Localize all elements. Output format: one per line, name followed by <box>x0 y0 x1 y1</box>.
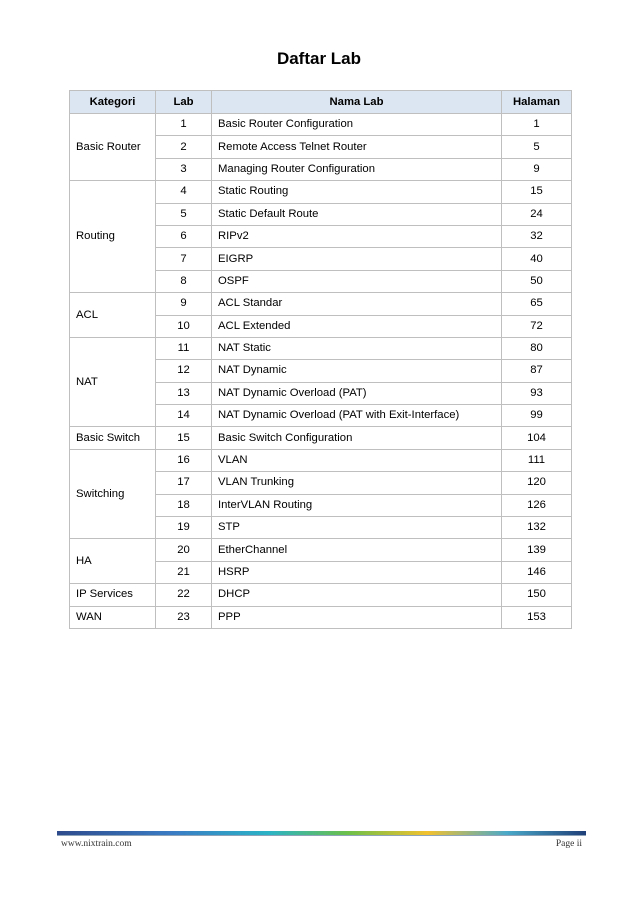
page-number-cell: 146 <box>502 561 572 583</box>
lab-name-cell: OSPF <box>212 270 502 292</box>
lab-name-cell: RIPv2 <box>212 225 502 247</box>
lab-number-cell: 23 <box>156 606 212 628</box>
lab-name-cell: Managing Router Configuration <box>212 158 502 180</box>
header-halaman: Halaman <box>502 91 572 114</box>
page-number-cell: 5 <box>502 136 572 158</box>
lab-name-cell: DHCP <box>212 584 502 606</box>
lab-name-cell: ACL Extended <box>212 315 502 337</box>
lab-number-cell: 4 <box>156 181 212 203</box>
lab-number-cell: 8 <box>156 270 212 292</box>
lab-name-cell: STP <box>212 517 502 539</box>
lab-name-cell: PPP <box>212 606 502 628</box>
page-number-cell: 32 <box>502 225 572 247</box>
footer-page-number: Page ii <box>555 839 582 849</box>
page-number-cell: 153 <box>502 606 572 628</box>
page-number-cell: 150 <box>502 584 572 606</box>
table-row <box>70 584 572 606</box>
category-cell: NAT <box>70 337 156 427</box>
lab-number-cell: 13 <box>156 382 212 404</box>
page-number-cell: 99 <box>502 405 572 427</box>
page-number-cell: 93 <box>502 382 572 404</box>
lab-number-cell: 14 <box>156 405 212 427</box>
lab-name-cell: HSRP <box>212 561 502 583</box>
lab-number-cell: 15 <box>156 427 212 449</box>
category-cell: WAN <box>70 606 156 628</box>
table-row <box>70 337 572 359</box>
lab-name-cell: InterVLAN Routing <box>212 494 502 516</box>
page-number-cell: 1 <box>502 114 572 136</box>
page-number-cell: 15 <box>502 181 572 203</box>
lab-number-cell: 2 <box>156 136 212 158</box>
category-cell: Basic Router <box>70 114 156 181</box>
page-number-cell: 139 <box>502 539 572 561</box>
page-number-cell: 87 <box>502 360 572 382</box>
lab-number-cell: 20 <box>156 539 212 561</box>
lab-name-cell: Static Routing <box>212 181 502 203</box>
page-number-cell: 120 <box>502 472 572 494</box>
lab-number-cell: 9 <box>156 293 212 315</box>
lab-name-cell: EtherChannel <box>212 539 502 561</box>
lab-name-cell: NAT Dynamic Overload (PAT with Exit-Interface) <box>212 405 502 427</box>
table-row <box>70 539 572 561</box>
category-cell: IP Services <box>70 584 156 606</box>
lab-name-cell: VLAN <box>212 449 502 471</box>
lab-name-cell: VLAN Trunking <box>212 472 502 494</box>
lab-number-cell: 7 <box>156 248 212 270</box>
page-number-cell: 24 <box>502 203 572 225</box>
lab-number-cell: 21 <box>156 561 212 583</box>
lab-number-cell: 19 <box>156 517 212 539</box>
page-number-cell: 111 <box>502 449 572 471</box>
lab-name-cell: Basic Router Configuration <box>212 114 502 136</box>
table-row <box>70 449 572 471</box>
lab-number-cell: 5 <box>156 203 212 225</box>
table-body <box>70 114 572 629</box>
lab-number-cell: 18 <box>156 494 212 516</box>
lab-number-cell: 12 <box>156 360 212 382</box>
category-cell: Basic Switch <box>70 427 156 449</box>
page-number-cell: 104 <box>502 427 572 449</box>
footer-divider <box>57 831 586 835</box>
page-number-cell: 65 <box>502 293 572 315</box>
table-row <box>70 114 572 136</box>
category-cell: HA <box>70 539 156 584</box>
lab-number-cell: 1 <box>156 114 212 136</box>
lab-number-cell: 22 <box>156 584 212 606</box>
page-number-cell: 40 <box>502 248 572 270</box>
category-cell: Switching <box>70 449 156 539</box>
lab-number-cell: 6 <box>156 225 212 247</box>
page-number-cell: 50 <box>502 270 572 292</box>
table-header-row <box>70 91 572 114</box>
lab-name-cell: Remote Access Telnet Router <box>212 136 502 158</box>
lab-number-cell: 3 <box>156 158 212 180</box>
header-lab: Lab <box>156 91 212 114</box>
lab-number-cell: 17 <box>156 472 212 494</box>
table-row <box>70 293 572 315</box>
header-kategori: Kategori <box>70 91 156 114</box>
lab-name-cell: Basic Switch Configuration <box>212 427 502 449</box>
lab-name-cell: Static Default Route <box>212 203 502 225</box>
page-number-cell: 126 <box>502 494 572 516</box>
page-number-cell: 72 <box>502 315 572 337</box>
lab-name-cell: NAT Dynamic Overload (PAT) <box>212 382 502 404</box>
page-number-cell: 80 <box>502 337 572 359</box>
lab-name-cell: NAT Dynamic <box>212 360 502 382</box>
lab-number-cell: 11 <box>156 337 212 359</box>
lab-name-cell: ACL Standar <box>212 293 502 315</box>
table-row <box>70 427 572 449</box>
table-row <box>70 181 572 203</box>
category-cell: ACL <box>70 293 156 338</box>
category-cell: Routing <box>70 181 156 293</box>
table-row <box>70 606 572 628</box>
lab-number-cell: 10 <box>156 315 212 337</box>
lab-number-cell: 16 <box>156 449 212 471</box>
header-nama-lab: Nama Lab <box>212 91 502 114</box>
lab-name-cell: EIGRP <box>212 248 502 270</box>
footer-website: www.nixtrain.com <box>61 839 132 849</box>
page-number-cell: 9 <box>502 158 572 180</box>
page-title: Daftar Lab <box>276 49 362 68</box>
page-number-cell: 132 <box>502 517 572 539</box>
lab-table <box>69 90 572 629</box>
lab-name-cell: NAT Static <box>212 337 502 359</box>
